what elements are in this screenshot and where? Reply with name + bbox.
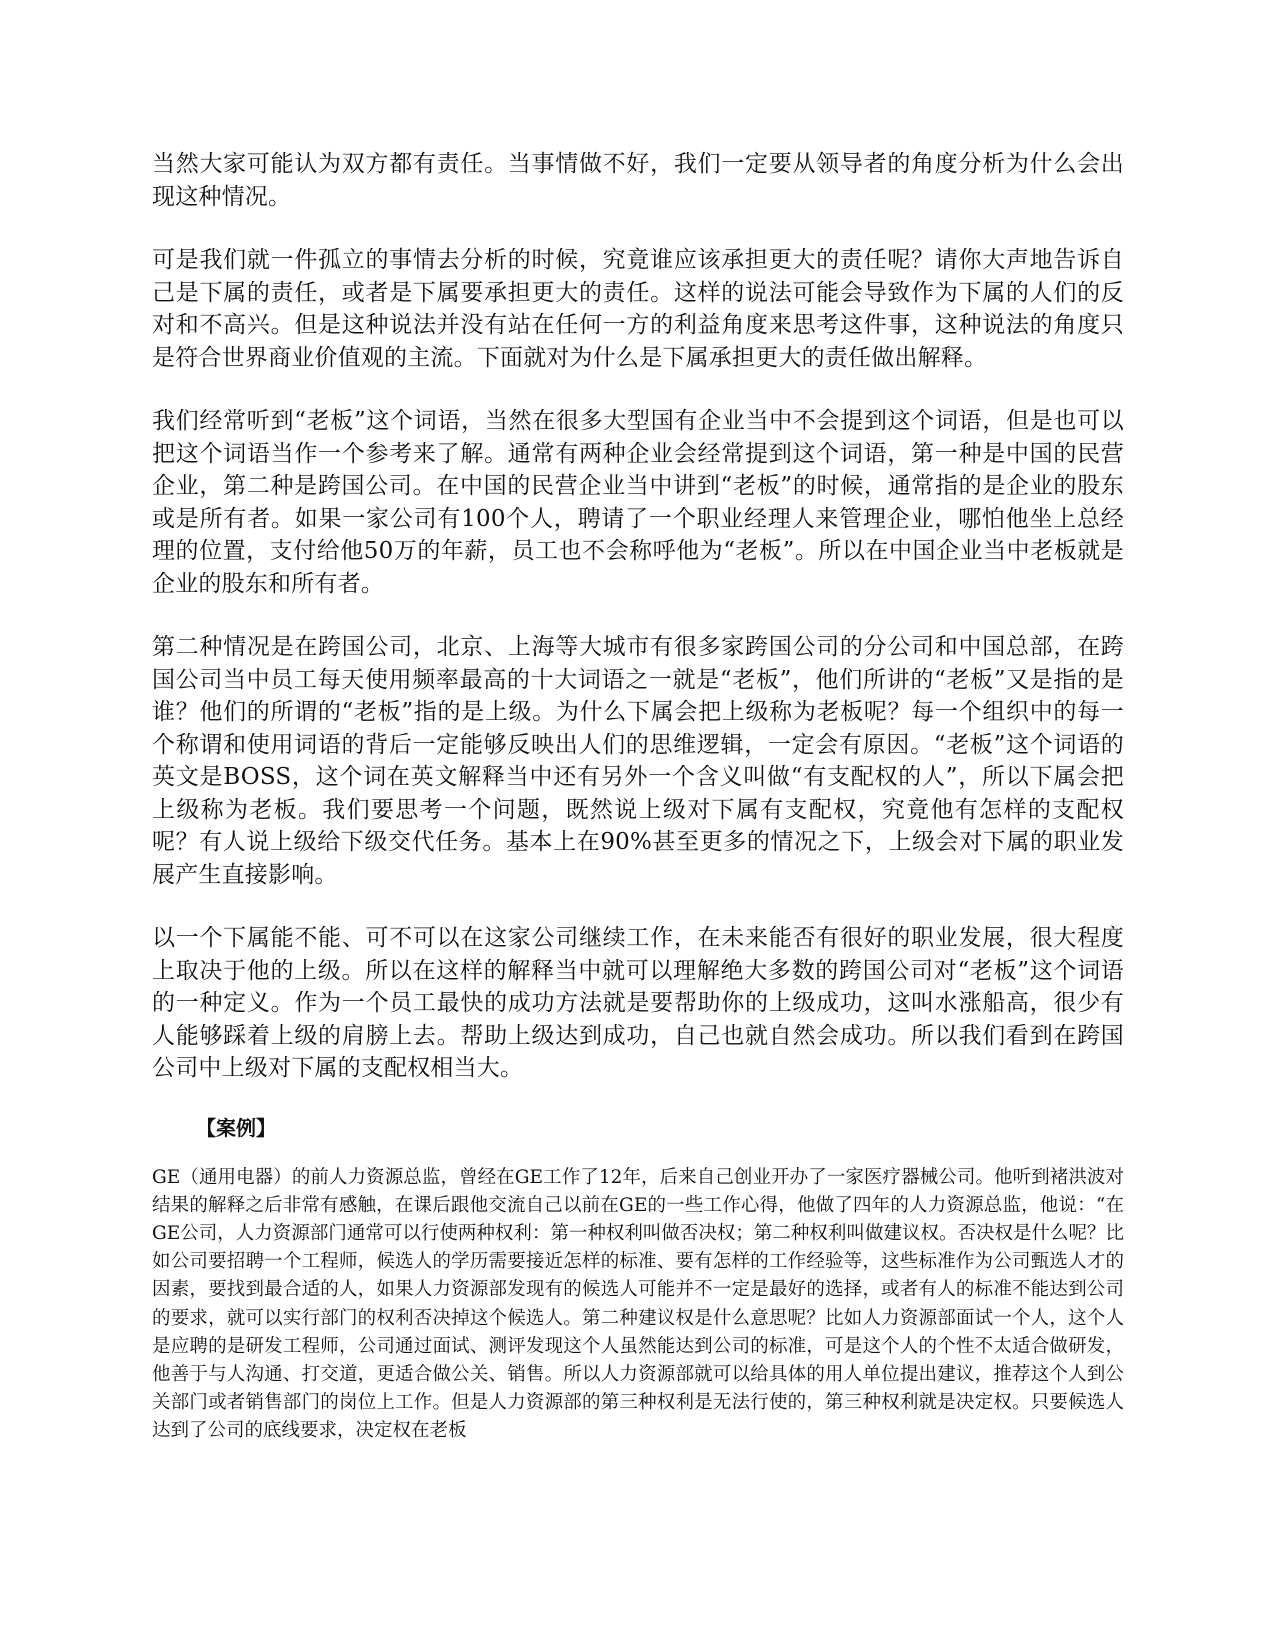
case-heading: 【案例】 <box>196 1115 276 1140</box>
paragraph-1: 当然大家可能认为双方都有责任。当事情做不好，我们一定要从领导者的角度分析为什么会出现这种情况。 <box>152 151 1124 210</box>
case-paragraph: GE（通用电器）的前人力资源总监，曾经在GE工作了12年，后来自己创业开办了一家医疗器械公司。他听到褚洪波对结果的解释之后非常有感触，在课后跟他交流自己以前在GE的一些工作心得，他做了四年的人力资源总监，他说：“在GE公司，人力资源部门通常可以行使两种权利：第一种权利叫做否决权；第二种权利叫做建议权。否决权是什么呢？比如公司要招聘一个工程师，候选人的学历需要接近怎样的标准、要有怎样的工作经验等，这些标准作为公司甄选人才的因素，要找到最合适的人，如果人力资源部发现有的候选人可能并不一定是最好的选择，或者有人的标准不能达到公司的要求，就可以实行部门的权利否决掉这个候选人。第二种建议权是什么意思呢？比如人力资源部面试一个人，这个人是应聘的是研发工程师，公司通过面试、测评发现这个人虽然能达到公司的标准，可是这个人的个性不太适合做研发，他善于与人沟通、打交道，更适合做公关、销售。所以人力资源部就可以给具体的用人单位提出建议，推荐这个人到公关部门或者销售部门的岗位上工作。但是人力资源部的第三种权利是无法行使的，第三种权利就是决定权。只要候选人达到了公司的底线要求，决定权在老板 <box>152 1166 1124 1442</box>
paragraph-4: 第二种情况是在跨国公司，北京、上海等大城市有很多家跨国公司的分公司和中国总部，在跨国公司当中员工每天使用频率最高的十大词语之一就是“老板”，他们所讲的“老板”又是指的是谁？他们的所谓的“老板”指的是上级。为什么下属会把上级称为老板呢？每一个组织中的每一个称谓和使用词语的背后一定能够反映出人们的思维逻辑，一定会有原因。“老板”这个词语的英文是BOSS，这个词在英文解释当中还有另外一个含义叫做“有支配权的人”，所以下属会把上级称为老板。我们要思考一个问题，既然说上级对下属有支配权，究竟他有怎样的支配权呢？有人说上级给下级交代任务。基本上在90%甚至更多的情况之下，上级会对下属的职业发展产生直接影响。 <box>152 634 1124 888</box>
paragraph-5: 以一个下属能不能、可不可以在这家公司继续工作，在未来能否有很好的职业发展，很大程度上取决于他的上级。所以在这样的解释当中就可以理解绝大多数的跨国公司对“老板”这个词语的一种定义。作为一个员工最快的成功方法就是要帮助你的上级成功，这叫水涨船高，很少有人能够踩着上级的肩膀上去。帮助上级达到成功，自己也就自然会成功。所以我们看到在跨国公司中上级对下属的支配权相当大。 <box>152 925 1124 1081</box>
paragraph-2: 可是我们就一件孤立的事情去分析的时候，究竟谁应该承担更大的责任呢？请你大声地告诉自己是下属的责任，或者是下属要承担更大的责任。这样的说法可能会导致作为下属的人们的反对和不高兴。但是这种说法并没有站在任何一方的利益角度来思考这件事，这种说法的角度只是符合世界商业价值观的主流。下面就对为什么是下属承担更大的责任做出解释。 <box>152 247 1124 371</box>
paragraph-3: 我们经常听到“老板”这个词语，当然在很多大型国有企业当中不会提到这个词语，但是也可以把这个词语当作一个参考来了解。通常有两种企业会经常提到这个词语，第一种是中国的民营企业，第二种是跨国公司。在中国的民营企业当中讲到“老板”的时候，通常指的是企业的股东或是所有者。如果一家公司有100个人，聘请了一个职业经理人来管理企业，哪怕他坐上总经理的位置，支付给他50万的年薪，员工也不会称呼他为“老板”。所以在中国企业当中老板就是企业的股东和所有者。 <box>152 408 1124 597</box>
document-page <box>152 148 1124 1446</box>
